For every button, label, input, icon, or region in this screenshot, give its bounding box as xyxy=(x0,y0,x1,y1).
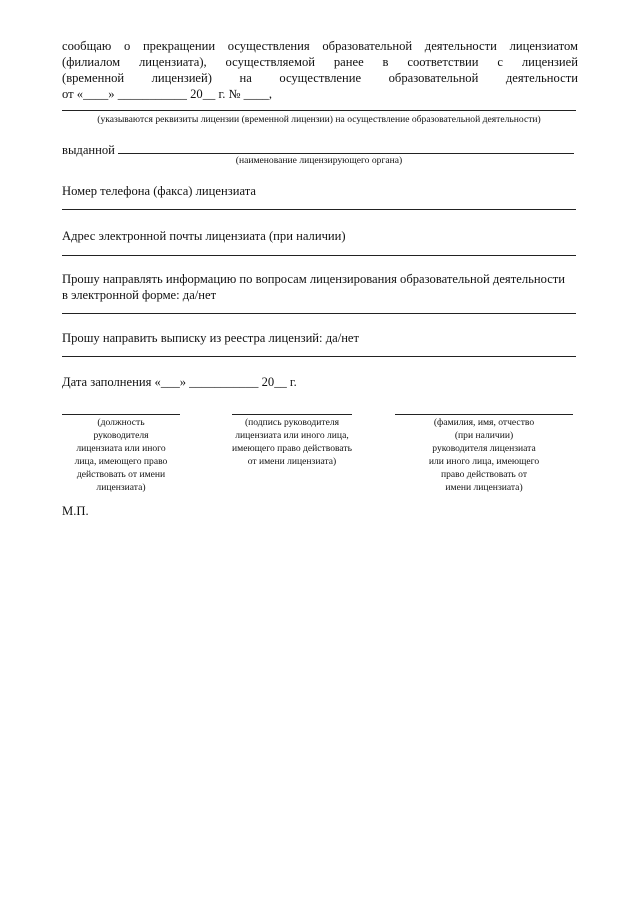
caption-line: лицензиата или иного лица, xyxy=(235,430,349,441)
electronic-form-line-1: Прошу направлять информацию по вопросам лицензирования образовательной деятельности xyxy=(62,272,566,286)
caption-line: руководителя xyxy=(93,430,149,441)
fullname-caption xyxy=(405,416,563,494)
phone-line xyxy=(62,209,576,210)
caption-line: право действовать от xyxy=(440,469,528,480)
electronic-form-line-2: в электронной форме: да/нет xyxy=(62,288,217,302)
extract-label: Прошу направить выписку из реестра лицензий: да/нет xyxy=(62,331,360,345)
intro-line-2 xyxy=(62,54,578,70)
word: с xyxy=(497,55,503,69)
stamp-place-label: М.П. xyxy=(62,504,89,518)
caption-line: имени лицензиата) xyxy=(445,482,523,493)
caption-line: (подпись руководителя xyxy=(244,417,340,428)
position-signature-line xyxy=(62,414,180,415)
caption-line: (фамилия, имя, отчество xyxy=(433,417,535,428)
word: о xyxy=(123,39,131,53)
word: деятельности xyxy=(424,39,497,53)
caption-line: (должность xyxy=(97,417,145,428)
word: соответствии xyxy=(407,55,479,69)
signature-caption xyxy=(212,416,372,468)
caption-line: лицензиата или иного xyxy=(76,443,166,454)
fullname-signature-line xyxy=(395,414,573,415)
word: образовательной xyxy=(388,71,479,85)
issued-label: выданной xyxy=(62,143,115,157)
electronic-form-line xyxy=(62,313,576,314)
date-label: Дата заполнения «___» ___________ 20__ г. xyxy=(62,375,297,389)
word: на xyxy=(239,71,252,85)
word: деятельности xyxy=(505,71,578,85)
word: (временной xyxy=(62,71,125,85)
intro-line-3 xyxy=(62,70,578,86)
license-requisites-line xyxy=(62,110,576,111)
intro-line-1 xyxy=(62,38,578,54)
word: лицензиата), xyxy=(139,55,207,69)
caption-line: лица, имеющего право xyxy=(74,456,168,467)
license-date-number-line: от «____» ___________ 20__ г. № ____, xyxy=(62,87,273,101)
word: лицензией xyxy=(521,55,578,69)
email-line xyxy=(62,255,576,256)
word: осуществления xyxy=(227,39,310,53)
word: ранее xyxy=(333,55,364,69)
word: в xyxy=(382,55,389,69)
word: образовательной xyxy=(322,39,413,53)
word: прекращении xyxy=(142,39,216,53)
caption-line: лицензиата) xyxy=(96,482,146,493)
extract-line xyxy=(62,356,576,357)
caption-line: действовать от имени xyxy=(76,469,166,480)
caption-line: руководителя лицензиата xyxy=(432,443,536,454)
word: (филиалом xyxy=(62,55,121,69)
position-caption xyxy=(52,416,190,494)
word: лицензией) xyxy=(151,71,212,85)
word: сообщаю xyxy=(62,39,112,53)
word: осуществление xyxy=(279,71,362,85)
phone-label: Номер телефона (факса) лицензиата xyxy=(62,184,256,198)
word: осуществляемой xyxy=(225,55,316,69)
signature-line xyxy=(232,414,352,415)
word: лицензиатом xyxy=(509,39,578,53)
caption-line: (при наличии) xyxy=(454,430,514,441)
email-label: Адрес электронной почты лицензиата (при наличии) xyxy=(62,229,346,243)
caption-line: от имени лицензиата) xyxy=(247,456,337,467)
license-requisites-caption: (указываются реквизиты лицензии (временной лицензии) на осуществление образовательной деятельности) xyxy=(97,114,541,125)
caption-line: или иного лица, имеющего xyxy=(428,456,540,467)
licensing-authority-caption: (наименование лицензирующего органа) xyxy=(235,155,403,166)
caption-line: имеющего право действовать xyxy=(232,443,352,454)
